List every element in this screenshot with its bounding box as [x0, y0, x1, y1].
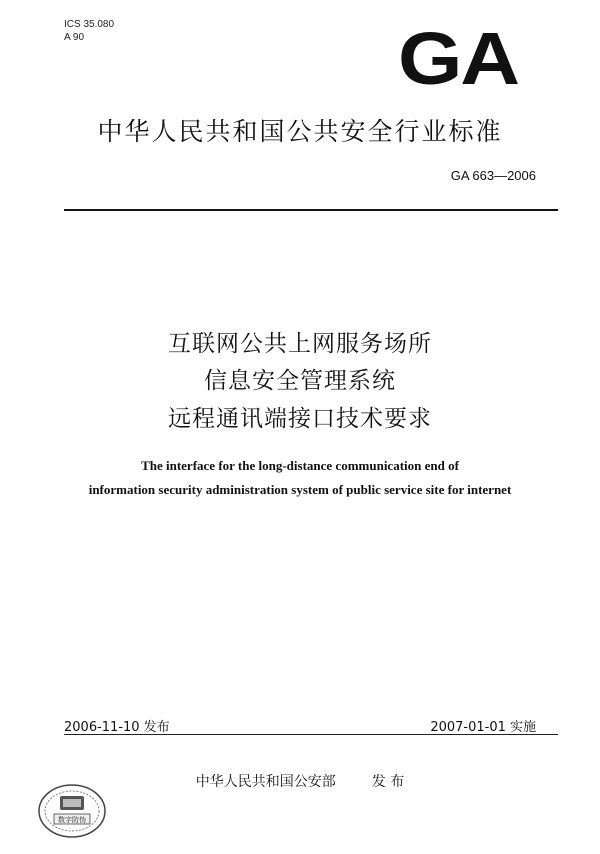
- seal-text: 数字防伪: [58, 816, 86, 824]
- ga-logo: GA: [398, 17, 518, 100]
- classification-codes: [64, 18, 114, 44]
- title-cn-line-3: 远程通讯端接口技术要求: [168, 406, 432, 432]
- title-cn-line-2: 信息安全管理系统: [204, 368, 396, 394]
- issue-date: 2006-11-10 发布: [64, 720, 170, 735]
- ccs-code: A 90: [64, 32, 85, 43]
- issuer-action: 发 布: [371, 774, 405, 790]
- implementation-date: 2007-01-01 实施: [430, 720, 536, 735]
- anti-counterfeit-seal-icon: [36, 782, 108, 840]
- ics-code: ICS 35.080: [64, 19, 115, 30]
- title-en-line-2: information security administration system of public service site for internet: [88, 482, 512, 497]
- title-cn-line-1: 互联网公共上网服务场所: [168, 331, 432, 357]
- issuer-name: 中华人民共和国公安部: [195, 774, 336, 790]
- title-en-line-1: The interface for the long-distance communication end of: [141, 458, 459, 473]
- top-divider: [64, 209, 558, 211]
- agency-title: 中华人民共和国公共安全行业标准: [97, 117, 503, 146]
- standard-number: GA 663—2006: [450, 168, 536, 183]
- bottom-divider: [64, 734, 558, 735]
